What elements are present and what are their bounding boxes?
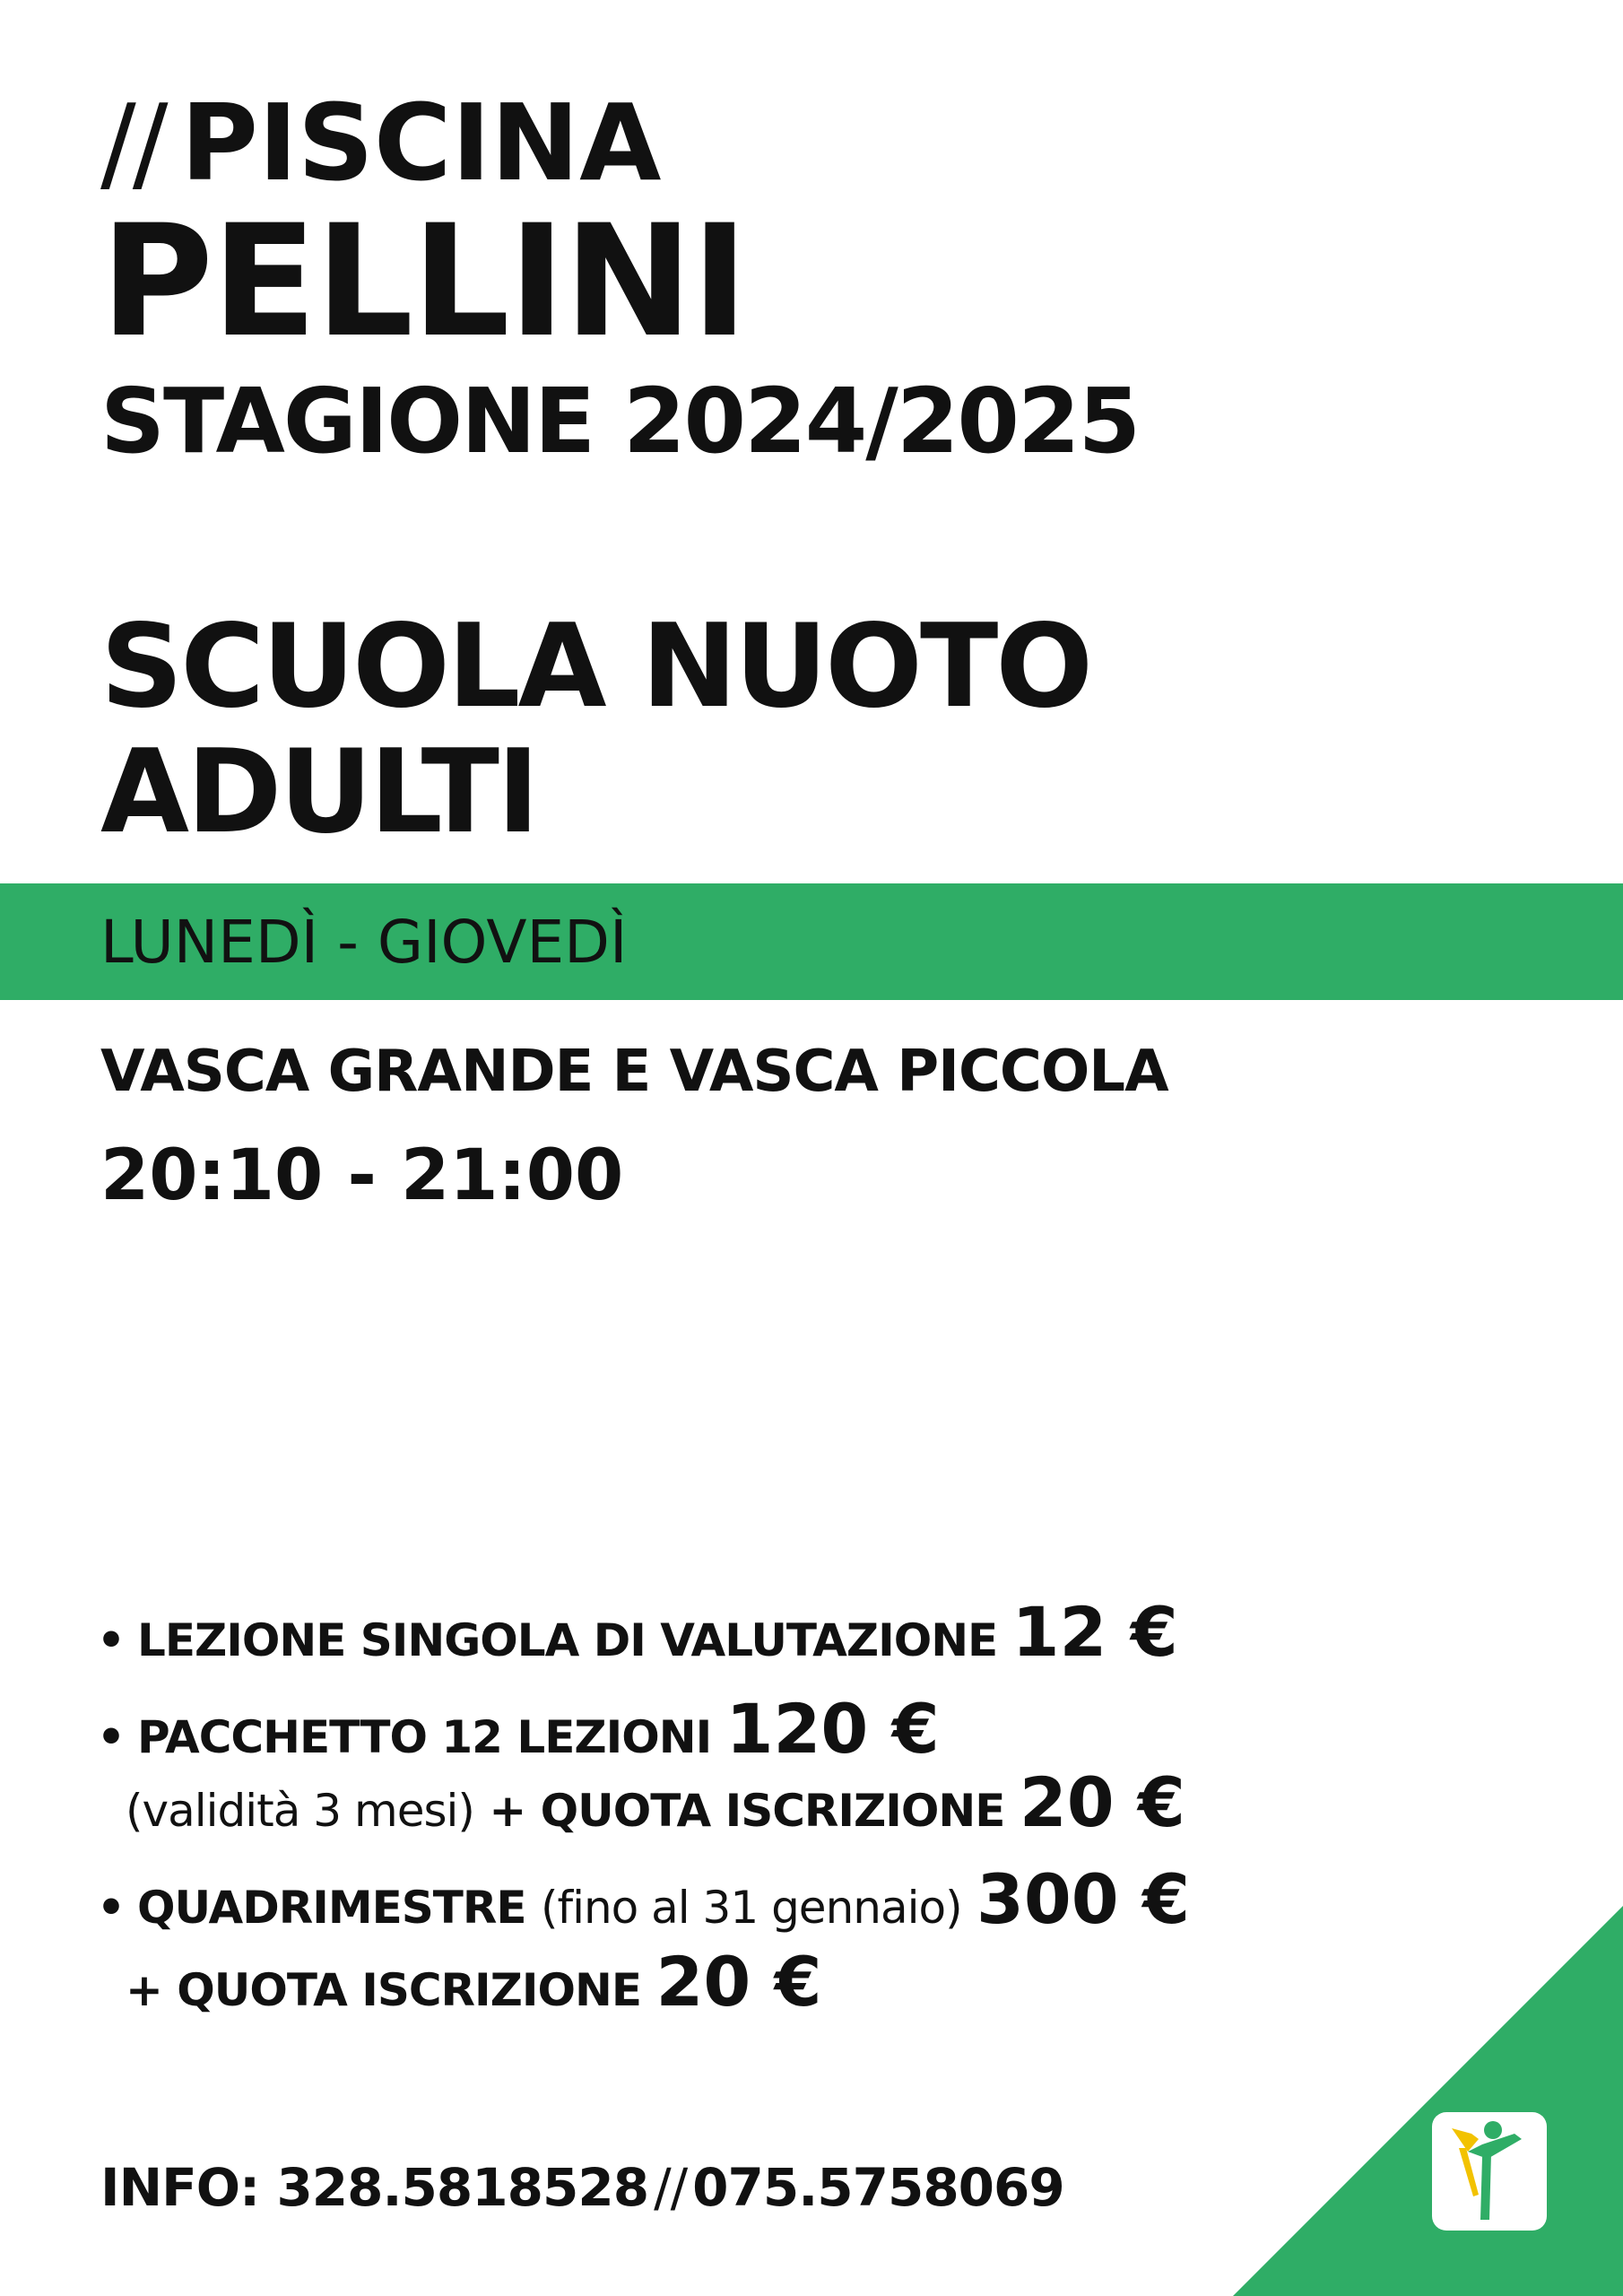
price-label: PACCHETTO 12 LEZIONI <box>136 1711 712 1763</box>
info-separator: // <box>654 2157 688 2218</box>
swimmer-logo-graphic <box>1432 2112 1547 2231</box>
course-title-line2: ADULTI <box>100 726 537 859</box>
title-slashes: // <box>100 81 165 204</box>
days-label: LUNEDÌ - GIOVEDÌ <box>100 908 628 977</box>
info-label: INFO: <box>100 2157 260 2218</box>
validity-note: (validità 3 mesi) <box>126 1785 474 1837</box>
price-value: 300 € <box>976 1859 1190 1939</box>
swimmer-logo-icon <box>1432 2112 1547 2231</box>
price-note: (fino al 31 gennaio) <box>540 1882 962 1934</box>
pools-label: VASCA GRANDE E VASCA PICCOLA <box>100 1039 1168 1105</box>
price-label: QUADRIMESTRE <box>136 1882 526 1934</box>
bullet: • <box>97 1882 125 1934</box>
hours-label: 20:10 - 21:00 <box>100 1135 624 1216</box>
phone-number-2[interactable]: 075.5758069 <box>692 2157 1064 2218</box>
fee-value: 20 € <box>1019 1762 1185 1842</box>
fee-label: QUOTA ISCRIZIONE <box>540 1785 1005 1837</box>
green-triangle <box>1233 1906 1623 2296</box>
fee-label: + QUOTA ISCRIZIONE <box>126 1964 642 2016</box>
title-piscina-text: PISCINA <box>180 81 662 204</box>
season-label: STAGIONE 2024/2025 <box>100 369 1140 474</box>
bullet: • <box>97 1614 125 1666</box>
phone-number-1[interactable]: 328.5818528 <box>276 2157 649 2218</box>
plus-sign: + <box>489 1785 526 1837</box>
course-title-line1: SCUOLA NUOTO <box>100 600 1091 734</box>
price-label: LEZIONE SINGOLA DI VALUTAZIONE <box>136 1614 998 1666</box>
fee-value: 20 € <box>655 1942 822 2022</box>
title-pellini: PELLINI <box>100 191 747 371</box>
bullet: • <box>97 1711 125 1763</box>
price-value: 12 € <box>1011 1592 1178 1672</box>
price-value: 120 € <box>725 1689 940 1769</box>
